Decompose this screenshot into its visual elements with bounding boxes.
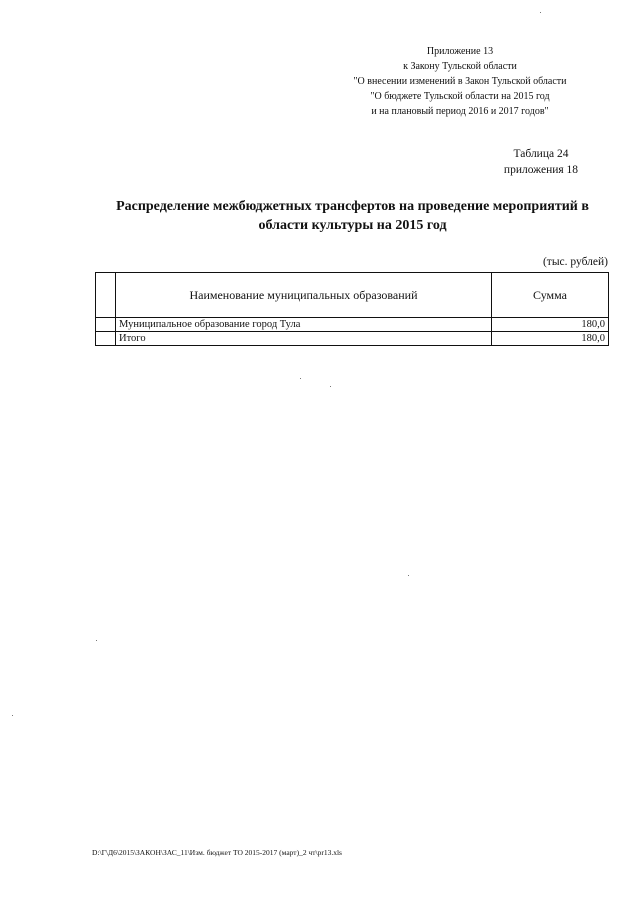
row-name: Итого [116,332,492,346]
title-line: области культуры на 2015 год [258,218,447,233]
appendix-reference [330,44,590,119]
scan-speck [330,386,331,387]
units-label: (тыс. рублей) [542,256,608,268]
appendix-line: "О бюджете Тульской области на 2015 год [370,91,550,102]
table-total-row [96,332,609,346]
scan-speck [96,640,97,641]
transfers-table [95,272,609,346]
table-number: Таблица 24 [513,148,569,160]
header-sum: Сумма [492,273,609,318]
table-appendix: приложения 18 [503,164,579,176]
scan-speck [300,378,301,379]
scan-speck [540,12,541,13]
file-path-footer: D:\Г\Д6\2015\ЗАКОН\ЗАС_11\Изм. бюджет ТО 2015-2017 (март)_2 чт\pr13.xls [92,848,342,857]
table-reference [486,146,596,178]
header-number-cell [96,273,116,318]
scan-speck [12,715,13,716]
appendix-line: к Закону Тульской области [403,61,517,72]
appendix-line: Приложение 13 [426,46,494,57]
document-title [100,197,605,235]
scan-speck [408,575,409,576]
appendix-line: и на плановый период 2016 и 2017 годов" [371,106,549,117]
row-sum: 180,0 [492,332,609,346]
title-line: Распределение межбюджетных трансфертов на проведение мероприятий в [116,199,589,214]
appendix-line: "О внесении изменений в Закон Тульской области [353,76,567,87]
row-sum: 180,0 [492,318,609,332]
table-header-row [96,273,609,318]
row-number-cell [96,332,116,346]
table-row [96,318,609,332]
header-name: Наименование муниципальных образований [116,273,492,318]
row-number-cell [96,318,116,332]
row-name: Муниципальное образование город Тула [116,318,492,332]
